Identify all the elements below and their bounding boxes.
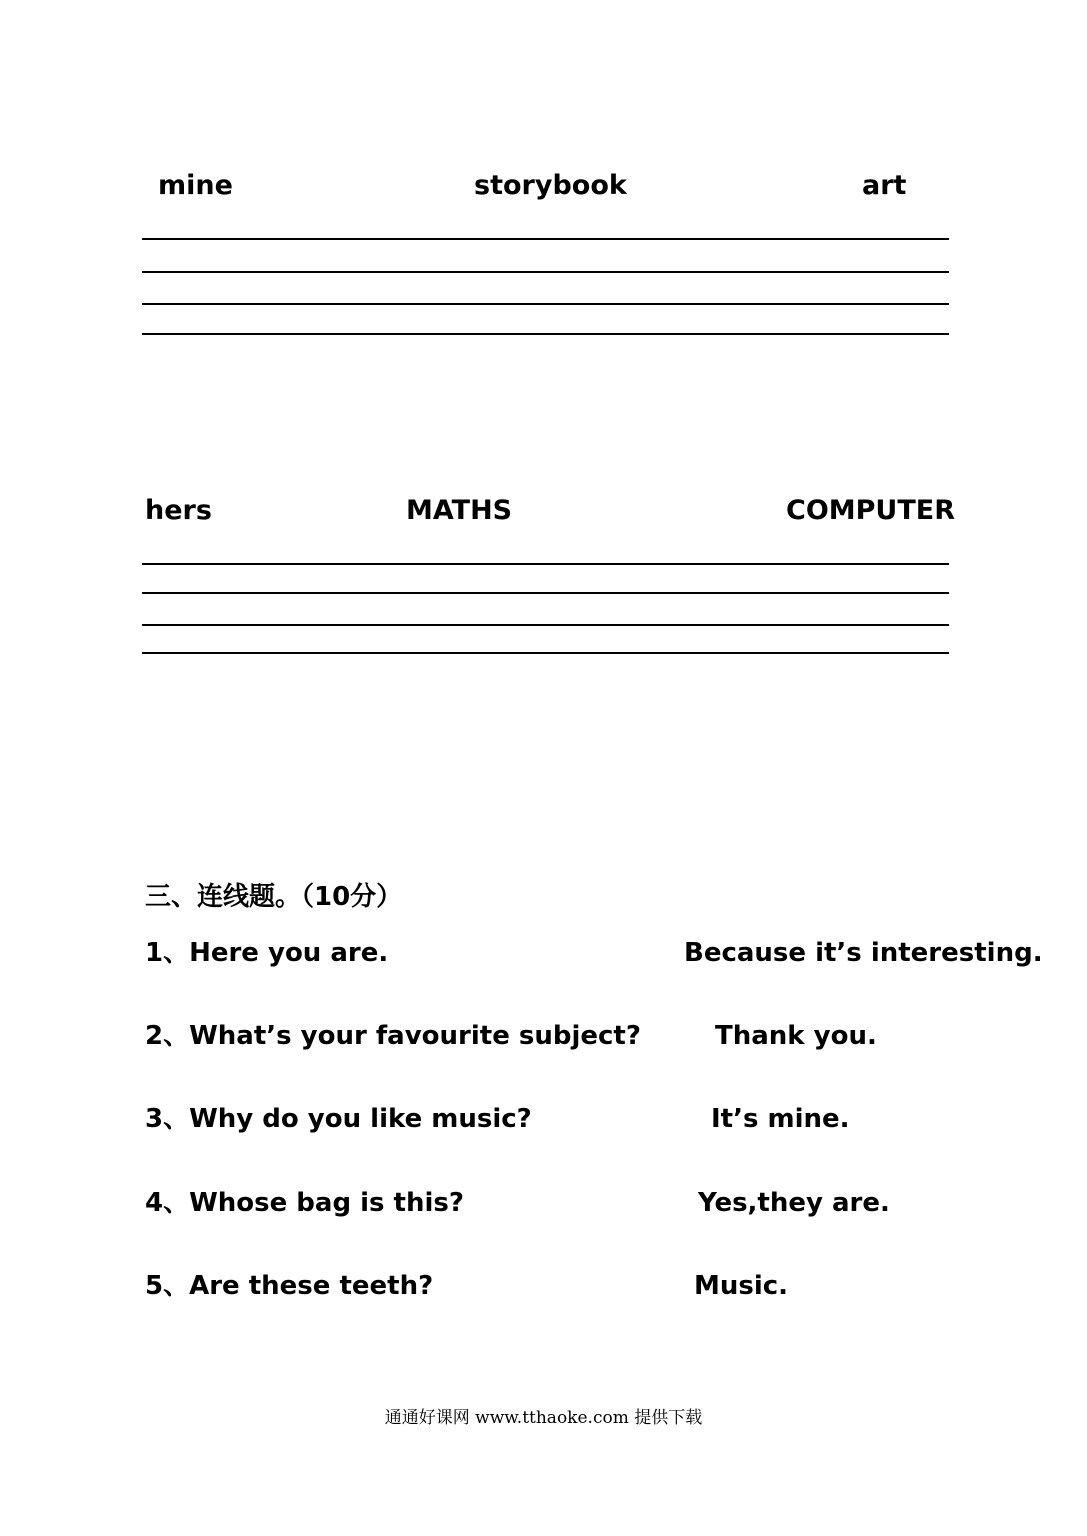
word-hers: hers — [145, 495, 212, 526]
answer-4: Yes,they are. — [698, 1188, 890, 1218]
section-title-matching: 三、连线题。（10分） — [145, 882, 403, 912]
writing-line — [142, 563, 949, 565]
writing-line — [142, 624, 949, 626]
question-2: 2、What’s your favourite subject? — [145, 1021, 641, 1051]
question-1: 1、Here you are. — [145, 938, 389, 968]
word-storybook: storybook — [474, 170, 627, 201]
writing-line — [142, 333, 949, 335]
word-computer: COMPUTER — [786, 495, 956, 526]
answer-2: Thank you. — [715, 1021, 877, 1051]
word-art: art — [862, 170, 907, 201]
writing-line — [142, 303, 949, 305]
answer-1: Because it’s interesting. — [684, 938, 1043, 968]
writing-line — [142, 271, 949, 273]
answer-3: It’s mine. — [711, 1104, 850, 1134]
writing-line — [142, 592, 949, 594]
question-3: 3、Why do you like music? — [145, 1104, 532, 1134]
question-4: 4、Whose bag is this? — [145, 1188, 464, 1218]
word-mine: mine — [158, 170, 233, 201]
answer-5: Music. — [694, 1271, 789, 1301]
word-maths: MATHS — [406, 495, 513, 526]
writing-line — [142, 238, 949, 240]
question-5: 5、Are these teeth? — [145, 1271, 434, 1301]
page-footer: 通通好课网 www.tthaoke.com 提供下载 — [384, 1408, 703, 1428]
writing-line — [142, 652, 949, 654]
